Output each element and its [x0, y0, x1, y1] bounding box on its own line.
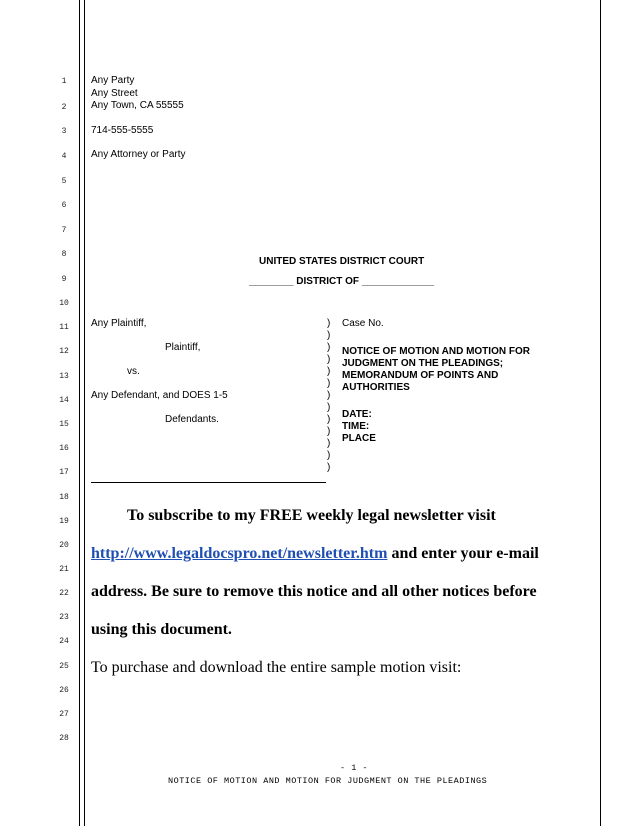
notice-line-rest: and enter your e-mail — [387, 545, 539, 562]
footer-title: NOTICE OF MOTION AND MOTION FOR JUDGMENT ON THE PLEADINGS — [168, 776, 488, 786]
line-number: 27 — [59, 710, 69, 719]
court-name: UNITED STATES DISTRICT COURT — [259, 256, 425, 267]
court-district: ________ DISTRICT OF _____________ — [249, 276, 435, 287]
line-number: 7 — [61, 226, 67, 235]
versus-label: vs. — [127, 366, 140, 377]
page-number: - 1 - — [340, 763, 369, 773]
plaintiff-name: Any Plaintiff, — [91, 318, 147, 329]
caption-paren: ) — [327, 438, 331, 449]
line-number: 9 — [61, 275, 67, 284]
caption-paren: ) — [327, 390, 331, 401]
line-number: 20 — [59, 541, 69, 550]
document-title-line: AUTHORITIES — [342, 382, 410, 393]
line-number: 17 — [59, 468, 69, 477]
party-street: Any Street — [91, 88, 138, 99]
caption-paren: ) — [327, 462, 331, 473]
line-number: 3 — [61, 127, 67, 136]
document-title-line: MEMORANDUM OF POINTS AND — [342, 370, 499, 381]
caption-paren: ) — [327, 354, 331, 365]
notice-line — [91, 545, 539, 563]
line-number: 4 — [61, 152, 67, 161]
caption-paren: ) — [327, 330, 331, 341]
line-number: 5 — [61, 177, 67, 186]
line-number: 18 — [59, 493, 69, 502]
defendant-role: Defendants. — [165, 414, 219, 425]
notice-line: To subscribe to my FREE weekly legal newsletter visit — [127, 507, 496, 524]
line-number: 6 — [61, 201, 67, 210]
purchase-line: To purchase and download the entire sample motion visit: — [91, 659, 462, 676]
caption-paren: ) — [327, 450, 331, 461]
caption-paren: ) — [327, 366, 331, 377]
margin-rule-right — [600, 0, 601, 826]
line-number: 22 — [59, 589, 69, 598]
line-number: 8 — [61, 250, 67, 259]
hearing-time-label: TIME: — [342, 421, 370, 432]
defendant-name: Any Defendant, and DOES 1-5 — [91, 390, 228, 401]
document-title-line: NOTICE OF MOTION AND MOTION FOR — [342, 346, 530, 357]
hearing-date-label: DATE: — [342, 409, 372, 420]
notice-line: address. Be sure to remove this notice and all other notices before — [91, 583, 537, 600]
caption-paren: ) — [327, 342, 331, 353]
party-name: Any Party — [91, 75, 135, 86]
line-number: 21 — [59, 565, 69, 574]
line-number: 12 — [59, 347, 69, 356]
line-number: 28 — [59, 734, 69, 743]
line-number: 26 — [59, 686, 69, 695]
newsletter-link[interactable]: http://www.legaldocspro.net/newsletter.htm — [91, 545, 388, 562]
margin-rule-left-inner — [84, 0, 85, 826]
line-number: 23 — [59, 613, 69, 622]
caption-paren: ) — [327, 318, 331, 329]
case-number-label: Case No. — [342, 318, 384, 329]
attorney-line: Any Attorney or Party — [91, 149, 186, 160]
line-number: 16 — [59, 444, 69, 453]
party-town: Any Town, CA 55555 — [91, 100, 184, 111]
line-number: 25 — [59, 662, 69, 671]
line-number: 10 — [59, 299, 69, 308]
line-number: 14 — [59, 396, 69, 405]
caption-paren: ) — [327, 414, 331, 425]
hearing-place-label: PLACE — [342, 433, 376, 444]
notice-line: using this document. — [91, 621, 232, 638]
line-number: 24 — [59, 637, 69, 646]
caption-paren: ) — [327, 402, 331, 413]
caption-paren: ) — [327, 378, 331, 389]
line-number: 19 — [59, 517, 69, 526]
party-phone: 714-555-5555 — [91, 125, 154, 136]
document-title-line: JUDGMENT ON THE PLEADINGS; — [342, 358, 504, 369]
line-number: 2 — [61, 103, 67, 112]
plaintiff-role: Plaintiff, — [165, 342, 201, 353]
caption-paren: ) — [327, 426, 331, 437]
caption-underline — [91, 482, 326, 483]
line-number: 1 — [61, 77, 67, 86]
line-number: 13 — [59, 372, 69, 381]
margin-rule-left-outer — [79, 0, 80, 826]
line-number: 11 — [59, 323, 69, 332]
line-number: 15 — [59, 420, 69, 429]
